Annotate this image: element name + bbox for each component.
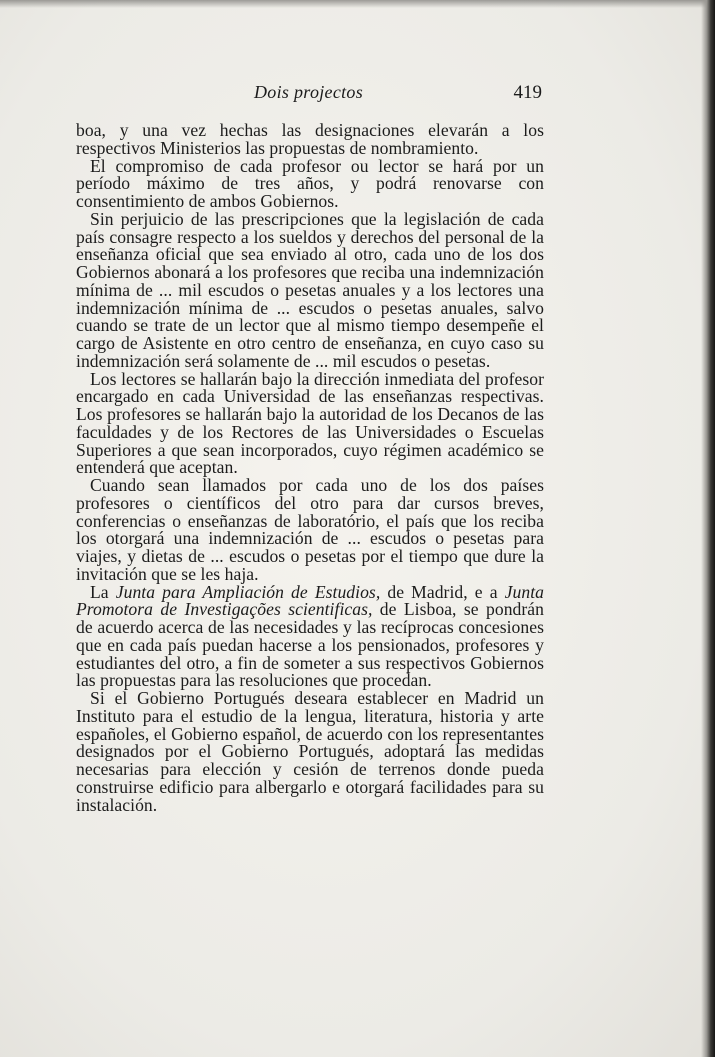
page-number: 419 [513,82,542,103]
paragraph-2: El compromiso de cada profesor ou lector se hará por un período máximo de tres años, y podrá renovarse con consentimiento de ambos Gobiernos. [76,155,544,211]
paragraph-6-middle: de Madrid, e a [380,581,505,602]
institution-name-madrid: Junta para Ampliación de Estudios, [115,581,381,602]
paragraph-6-suffix: de Lisboa, se pondrán de acuerdo acerca de las necesidades y las recíprocas concesiones que en cada país puedan hacerse a los pensionados, profesores y estudiantes del otro, a fin de someter a sus respectivos Gobiernos las propuestas para las resoluciones que procedan. [76,599,544,691]
book-binding-edge [701,0,715,1057]
paragraph-1: boa, y una vez hechas las designaciones elevarán a los respectivos Ministerios las propuestas de nombramiento. [76,120,544,158]
institution-name-lisboa: Junta Promotora de Investigações scientificas, [76,581,544,620]
body-text [76,122,544,814]
running-title: Dois projectos [254,82,364,102]
page-header [76,82,544,108]
paragraph-5: Cuando sean llamados por cada uno de los dos países profesores o científicos del otro para dar cursos breves, conferencias o enseñanzas de laboratório, el país que los reciba los otorgará una indemnización de ... escudos o pesetas para viajes, y dietas de ... escudos o pesetas por el tiempo que dure la invitación que se les haja. [76,475,544,584]
paragraph-7: Si el Gobierno Portugués deseara establecer en Madrid un Instituto para el estudio de la lengua, literatura, historia y arte españoles, el Gobierno español, de acuerdo con los representantes designados por el Gobierno Portugués, adoptará las medidas necesarias para elección y cesión de terrenos donde pueda construirse edificio para albergarlo e otorgará facilidades para su instalación. [76,688,544,815]
paragraph-3: Sin perjuicio de las prescripciones que la legislación de cada país consagre respecto a los sueldos y derechos del personal de la enseñanza oficial que sea enviado al otro, cada uno de los dos Gobiernos abonará a los profesores que reciba una indemnización mínima de ... mil escudos o pesetas anuales y a los lectores una indemnización mínima de ... escudos o pesetas anuales, salvo cuando se trate de un lector que al mismo tiempo desempeñe el cargo de Asistente en otro centro de enseñanza, en cuyo caso su indemnización será solamente de ... mil escudos o pesetas. [76,208,544,371]
page-top-shadow [0,0,715,8]
paragraph-6 [76,581,544,691]
paragraph-6-prefix: La [90,581,116,602]
paragraph-4: Los lectores se hallarán bajo la dirección inmediata del profesor encargado en cada Universidad de las enseñanzas respectivas. Los profesores se hallarán bajo la autoridad de los Decanos de las faculdades y de los Rectores de las Universidades o Escuelas Superiores a que sean incorporados, cuyo régimen académico se entenderá que aceptan. [76,368,544,478]
